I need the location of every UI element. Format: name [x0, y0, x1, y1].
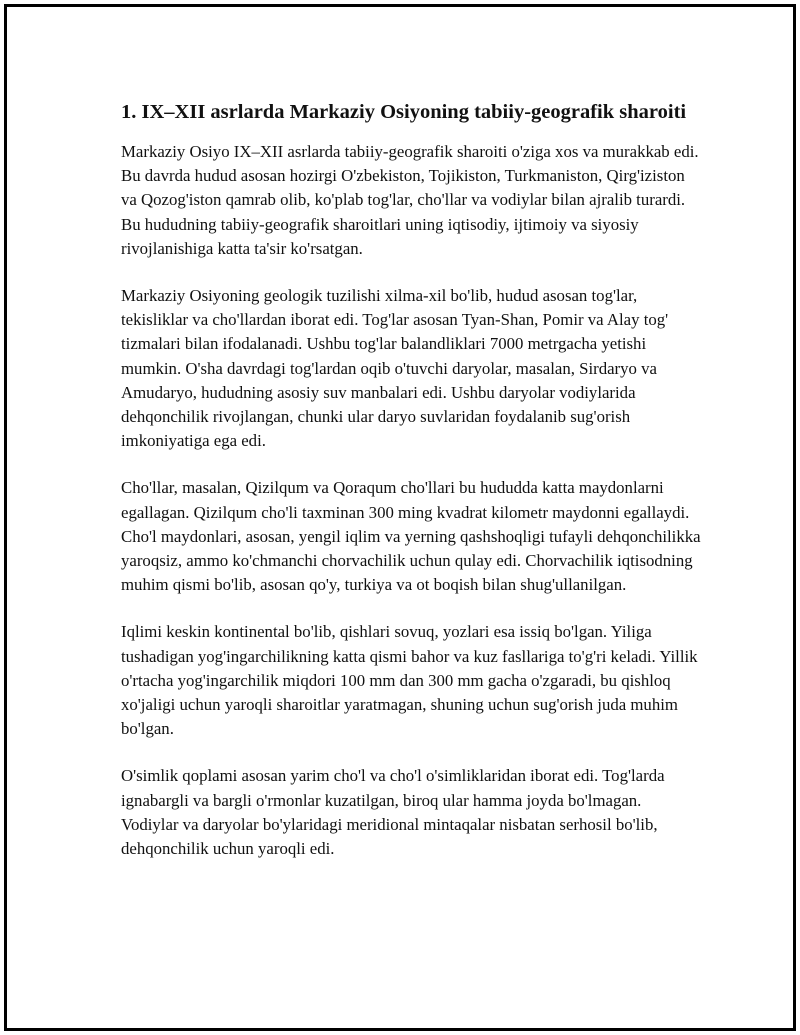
paragraph-geology: Markaziy Osiyoning geologik tuzilishi xilma-xil bo'lib, hudud asosan tog'lar, tekisliklar va cho'llardan iborat edi. Tog'lar asosan Tyan-Shan, Pomir va Alay tog' tizmalari bilan ifodalanadi. Ushbu tog'lar balandliklari 7000 metrgacha yetishi mumkin. O'sha davrdagi tog'lardan oqib o'tuvchi daryolar, masalan, Sirdaryo va Amudaryo, hududning asosiy suv manbalari edi. Ushbu daryolar vodiylarida dehqonchilik rivojlangan, chunki ular daryo suvlaridan foydalanib sug'orish imkoniyatiga ega edi. — [121, 286, 669, 451]
document-body — [121, 99, 701, 884]
paragraph-climate: Iqlimi keskin kontinental bo'lib, qishlari sovuq, yozlari esa issiq bo'lgan. Yiliga tushadigan yog'ingarchilikning katta qismi bahor va kuz fasllariga to'g'ri keladi. Yillik o'rtacha yog'ingarchilik miqdori 100 mm dan 300 mm gacha o'zgaradi, bu qishloq xo'jaligi uchun yaroqli sharoitlar yaratmagan, shuning uchun sug'orish juda muhim bo'lgan. — [121, 622, 698, 739]
paragraph-vegetation: O'simlik qoplami asosan yarim cho'l va cho'l o'simliklaridan iborat edi. Tog'larda ignabargli va bargli o'rmonlar kuzatilgan, biroq ular hamma joyda bo'lmagan. Vodiylar va daryolar bo'ylaridagi meridional mintaqalar nisbatan serhosil bo'lib, dehqonchilik uchun yaroqli edi. — [121, 766, 665, 859]
paragraph-intro: Markaziy Osiyo IX–XII asrlarda tabiiy-geografik sharoiti o'ziga xos va murakkab edi. Bu davrda hudud asosan hozirgi O'zbekiston, Tojikiston, Turkmaniston, Qirg'iziston va Qozog'iston qamrab olib, ko'plab tog'lar, cho'llar va vodiylar bilan ajralib turardi. Bu hududning tabiiy-geografik sharoitlari uning iqtisodiy, ijtimoiy va siyosiy rivojlanishiga katta ta'sir ko'rsatgan. — [121, 142, 699, 258]
paragraph-deserts: Cho'llar, masalan, Qizilqum va Qoraqum cho'llari bu hududda katta maydonlarni egallagan. Qizilqum cho'li taxminan 300 ming kvadrat kilometr maydonni egallaydi. Cho'l maydonlari, asosan, yengil iqlim va yerning qashshoqligi tufayli dehqonchilikka yaroqsiz, ammo ko'chmanchi chorvachilik uchun qulay edi. Chorvachilik iqtisodning muhim qismi bo'lib, asosan qo'y, turkiya va ot boqish bilan shug'ullanilgan. — [121, 478, 701, 595]
page-frame — [4, 4, 796, 1031]
section-title: 1. IX–XII asrlarda Markaziy Osiyoning tabiiy-geografik sharoiti — [121, 101, 687, 123]
